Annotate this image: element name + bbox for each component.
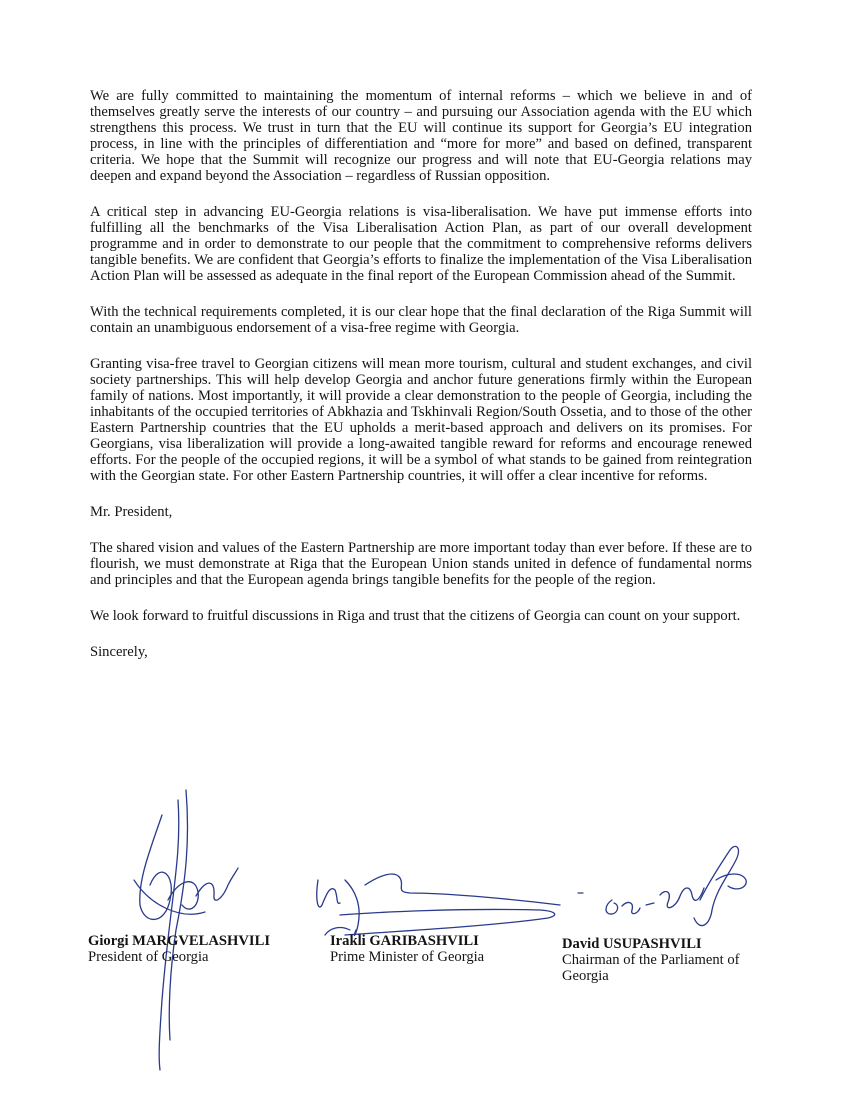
paragraph-riga-summit: With the technical requirements completed, it is our clear hope that the final declaration of the Riga Summit will contain an unambiguous endorsement of a visa-free regime with Georgia. [90, 304, 752, 336]
signature-margvelashvili [134, 790, 238, 1070]
signatory-title: Prime Minister of Georgia [330, 949, 485, 965]
paragraph-shared-vision: The shared vision and values of the Eastern Partnership are more important today than ever before. If these are to flourish, we must demonstrate at Riga that the European Union stands united in defence of fundamental norms and principles and that the European agenda brings tangible benefits for the people of the region. [90, 540, 752, 588]
paragraph-visa-liberalisation: A critical step in advancing EU-Georgia relations is visa-liberalisation. We have put immense efforts into fulfilling all the benchmarks of the Visa Liberalisation Action Plan, as part of our overall development programme and in order to demonstrate to our people that the commitment to comprehensive reforms delivers tangible benefits. We are confident that Georgia’s efforts to finalize the implementation of the Visa Liberalisation Action Plan will be assessed as adequate in the final report of the European Commission ahead of the Summit. [90, 204, 752, 284]
signature-usupashvili [578, 846, 746, 925]
signatory-name: Giorgi MARGVELASHVILI [88, 933, 271, 949]
salutation: Mr. President, [90, 504, 173, 520]
signatory-block-chairman [562, 936, 762, 984]
signatory-title: President of Georgia [88, 949, 209, 965]
signatory-name: David USUPASHVILI [562, 936, 702, 952]
signatory-title: Chairman of the Parliament of Georgia [562, 952, 740, 984]
signatory-block-president [88, 933, 270, 965]
closing: Sincerely, [90, 644, 148, 660]
signatory-block-prime-minister [330, 933, 484, 965]
paragraph-reforms: We are fully committed to maintaining the momentum of internal reforms – which we believe in and of themselves greatly serve the interests of our country – and pursuing our Association agenda with the EU which strengthens this process. We trust in turn that the EU will continue its support for Georgia’s EU integration process, in line with the principles of differentiation and “more for more” and based on defined, transparent criteria. We hope that the Summit will recognize our progress and will note that EU-Georgia relations may deepen and expand beyond the Association – regardless of Russian opposition. [90, 88, 752, 184]
paragraph-visa-free-travel: Granting visa-free travel to Georgian citizens will mean more tourism, cultural and student exchanges, and civil society partnerships. This will help develop Georgia and anchor future generations firmly within the European family of nations. Most importantly, it will provide a clear demonstration to the people of Georgia, including the inhabitants of the occupied territories of Abkhazia and Tskhinvali Region/South Ossetia, and to those of the other Eastern Partnership countries that the EU upholds a merit-based approach and delivers on its promises. For Georgians, visa liberalization will provide a long-awaited tangible reward for reforms and encourage renewed efforts. For the people of the occupied regions, it will be a symbol of what stands to be gained from reintegration with the Georgian state. For other Eastern Partnership countries, it will offer a clear incentive for reforms. [90, 356, 752, 484]
signature-garibashvili [317, 874, 560, 935]
letter-body [90, 88, 752, 680]
signatory-name: Irakli GARIBASHVILI [330, 933, 479, 949]
paragraph-look-forward: We look forward to fruitful discussions in Riga and trust that the citizens of Georgia can count on your support. [90, 608, 741, 624]
